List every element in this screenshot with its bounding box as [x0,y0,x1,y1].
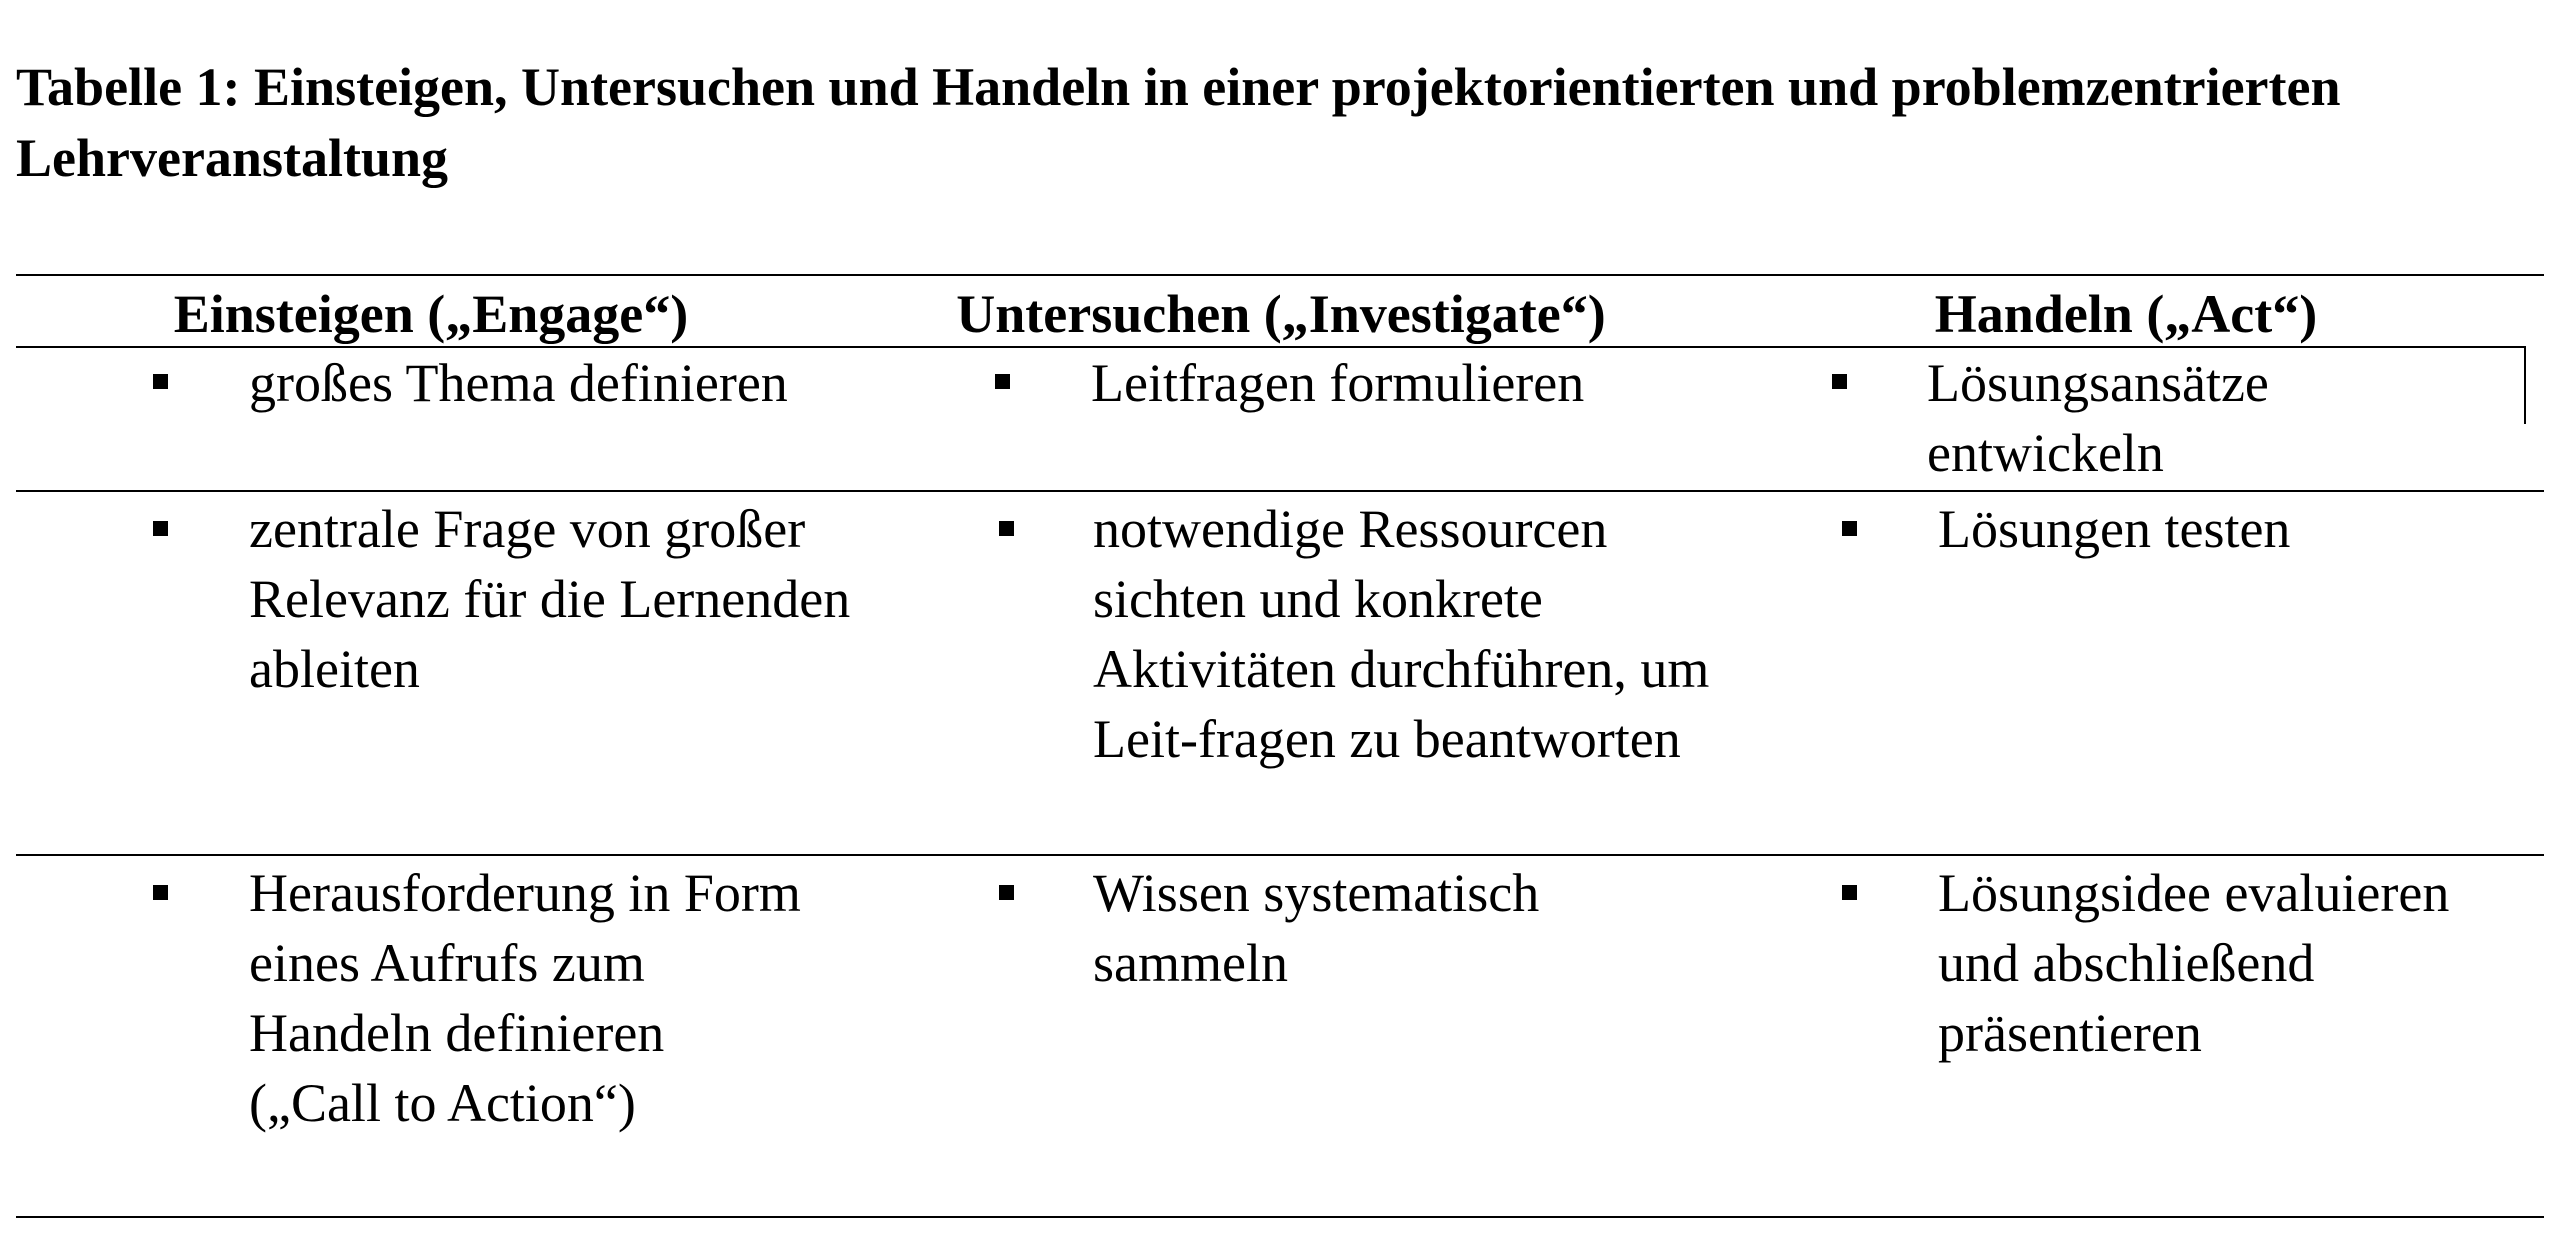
bullet-icon [153,374,168,389]
table-cell: Lösungsidee evaluieren und abschließend präsentieren [1938,863,2450,1063]
table-cell: großes Thema definieren [249,353,788,413]
row-divider [16,490,2544,492]
table-cell: Wissen systematisch sammeln [1093,863,1540,993]
column-header-engage: Einsteigen („Engage“) [173,284,689,344]
table-cell: Leitfragen formulieren [1091,353,1585,413]
column-header-investigate: Untersuchen („Investigate“) [956,284,1606,344]
table-cell: zentrale Frage von großer Relevanz für die Lernenden ableiten [249,499,851,699]
bullet-icon [1842,885,1857,900]
table-bottom-rule [16,1216,2544,1218]
bullet-icon [999,885,1014,900]
column-header-act: Handeln („Act“) [1934,284,2318,344]
bullet-icon [153,521,168,536]
table-cell: notwendige Ressourcen sichten und konkrete Aktivitäten durchführen, um Leit-fragen zu beantworten [1093,499,1710,769]
row-divider [16,854,2544,856]
table-cell: Herausforderung in Form eines Aufrufs zum Handeln definieren („Call to Action“) [249,863,801,1133]
bullet-icon [999,521,1014,536]
bullet-icon [1842,521,1857,536]
bullet-icon [1832,374,1847,389]
table-caption: Tabelle 1: Einsteigen, Untersuchen und Handeln in einer projektorientierten und problemzentrierten Lehrveranstaltung [16,57,2341,188]
bullet-icon [153,885,168,900]
table-cell: Lösungen testen [1938,499,2291,559]
cell-border-fragment [2524,346,2526,424]
table-cell: Lösungsansätze entwickeln [1927,353,2269,483]
bullet-icon [995,374,1010,389]
